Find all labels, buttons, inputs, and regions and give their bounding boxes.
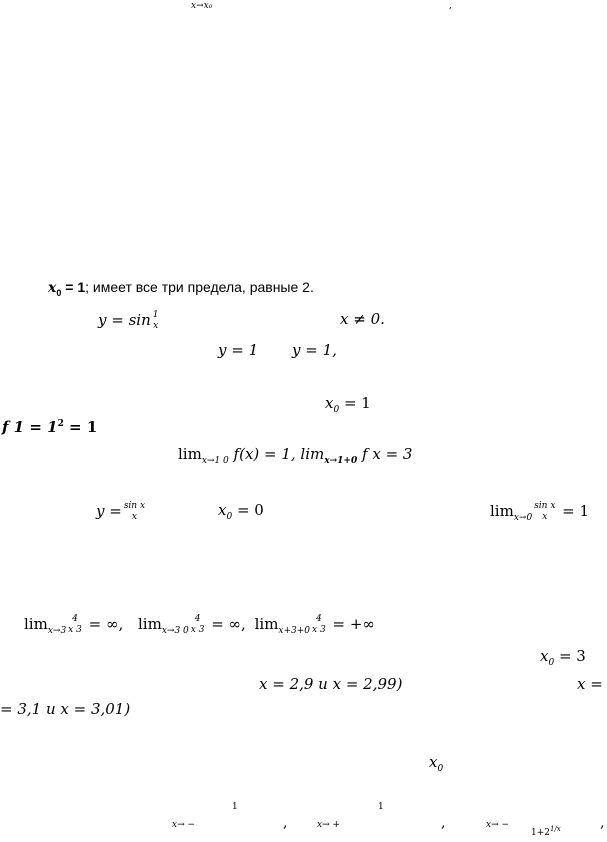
y-equals-minus-1: y = 1 xyxy=(218,341,259,359)
f-of-1-value: f $1 = 1^2 = 1$ xyxy=(2,418,98,436)
limit-subscript-1: x→ − xyxy=(172,820,196,830)
condition-x-not-zero: x ≠ 0. xyxy=(340,310,385,328)
limit-subscript-top: x→x₀ xyxy=(191,1,213,11)
y-equals-1: y = 1, xyxy=(292,341,337,359)
comma-3: , xyxy=(600,815,605,831)
comma-2: , xyxy=(441,815,446,831)
denominator-one-plus-two-pow: $1+2^{1/x}$ xyxy=(531,825,561,838)
function-sin-x-over-x: y = sin x x xyxy=(96,501,146,522)
exponent-one-b: 1 xyxy=(378,802,384,812)
point-x0-equals-0: $x_0 = 0$ xyxy=(218,501,264,522)
point-x0-equals-3: $x_0 = 3$ xyxy=(540,647,586,668)
point-x0-equals-1: $x_0 = 1$ xyxy=(325,394,371,415)
limit-subscript-3: x→ − xyxy=(486,820,510,830)
limit-subscript-2: x→ + xyxy=(317,820,341,830)
limits-at-3: $\lim_{x\to 3}$ 4 x 3 = ∞, $\lim_{x\to 3 0}$ 4 x 3 = ∞, $\lim_{x+3+0}$ 4 x 3 = +∞ xyxy=(24,614,375,636)
right-sample-points: = 3,1 и x = 3,01) xyxy=(0,700,131,718)
point-x0: $x_0$ xyxy=(429,753,444,774)
x-equals-trailing: x = xyxy=(577,675,603,693)
left-sample-points: x = 2,9 и x = 2,99) xyxy=(259,675,403,693)
statement-x0-equals-1: $x_0 = 1$; имеет все три предела, равные 2. xyxy=(48,279,314,298)
comma-top: , xyxy=(449,1,452,11)
exponent-one-a: 1 xyxy=(232,802,238,812)
one-sided-limits-at-1: $\lim_{x\to 1 0} f(x) = 1$, $\lim_{x\to 1+0} f$ x = 3 xyxy=(178,445,413,466)
comma-1: , xyxy=(283,815,288,831)
function-y-sin-1-over-x: y = sin 1 x xyxy=(98,310,159,331)
limit-sin-x-over-x: $\lim_{x\to 0}$ sin x x = 1 xyxy=(490,501,590,523)
